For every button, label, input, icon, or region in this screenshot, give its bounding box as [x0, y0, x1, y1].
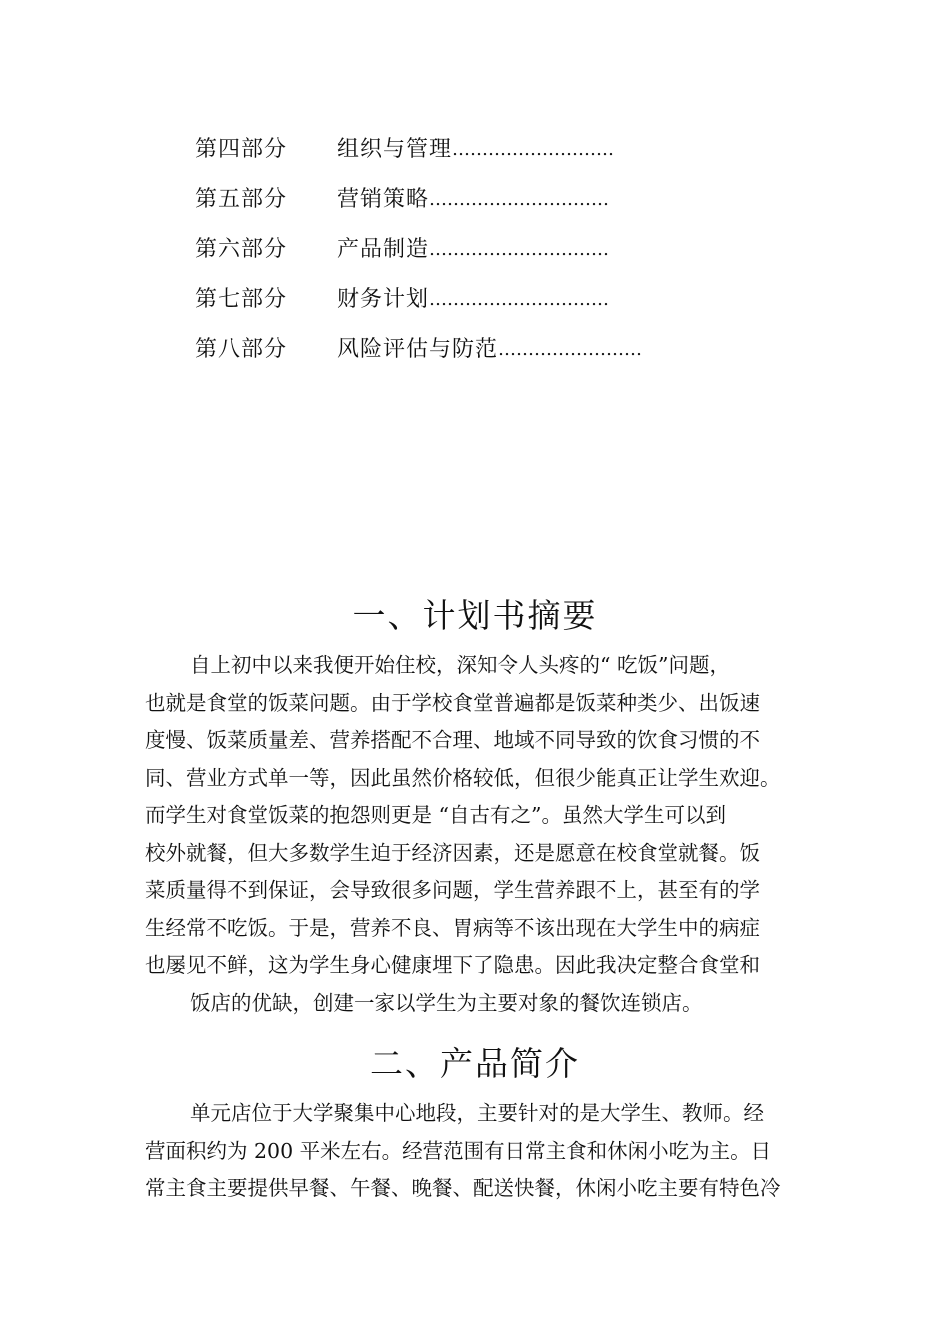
product-paragraph: [145, 1095, 810, 1208]
toc-title: 风险评估与防范: [337, 337, 499, 362]
toc-leader-dots: …………………………: [429, 239, 610, 260]
toc-part-label: 第七部分: [195, 287, 288, 312]
toc-entry: [195, 328, 655, 378]
section-heading-product: 二、产品简介: [370, 1044, 580, 1083]
toc-leader-dots: …………………………: [429, 289, 610, 310]
paragraph-line: 也屡见不鲜，这为学生身心健康埋下了隐患。因此我决定整合食堂和: [145, 953, 760, 977]
toc-title: 产品制造: [337, 237, 430, 262]
paragraph-line: 同、营业方式单一等，因此虽然价格较低，但很少能真正让学生欢迎。: [145, 765, 781, 790]
toc-part-label: 第五部分: [195, 187, 288, 212]
toc-leader-dots: ……………………: [498, 339, 643, 360]
paragraph-line: 校外就餐，但大多数学生迫于经济因素，还是愿意在校食堂就餐。饭: [145, 840, 760, 865]
paragraph-line: 度慢、饭菜质量差、营养搭配不合理、地域不同导致的饮食习惯的不: [145, 728, 760, 752]
paragraph-line: 生经常不吃饭。于是，营养不良、胃病等不该出现在大学生中的病症: [145, 915, 760, 940]
toc-entry: [195, 278, 655, 328]
paragraph-line: 饭店的优缺，创建一家以学生为主要对象的餐饮连锁店。: [190, 990, 703, 1015]
toc-title: 财务计划: [337, 287, 430, 312]
toc-title: 营销策略: [337, 187, 430, 212]
paragraph-line: 菜质量得不到保证，会导致很多问题，学生营养跟不上，甚至有的学: [145, 878, 760, 902]
paragraph-line: 单元店位于大学聚集中心地段，主要针对的是大学生、教师。经: [190, 1101, 764, 1125]
toc-leader-dots: ………………………: [452, 139, 615, 160]
paragraph-line: 营面积约为 200 平米左右。经营范围有日常主食和休闲小吃为主。日: [145, 1138, 772, 1163]
paragraph-line: 也就是食堂的饭菜问题。由于学校食堂普遍都是饭菜种类少、出饭速: [145, 690, 760, 715]
toc-part-label: 第四部分: [195, 137, 288, 162]
section-heading-summary: 一、计划书摘要: [352, 596, 598, 635]
toc-title: 组织与管理: [337, 137, 453, 162]
paragraph-line: 自上初中以来我便开始住校，深知令人头疼的“ 吃饭”问题，: [190, 653, 730, 677]
toc-entry: [195, 178, 655, 228]
paragraph-line: 常主食主要提供早餐、午餐、晚餐、配送快餐，休闲小吃主要有特色冷: [145, 1176, 781, 1200]
toc-part-label: 第六部分: [195, 237, 288, 262]
toc-entry: [195, 128, 655, 178]
summary-paragraph: [145, 647, 810, 1022]
toc-entry: [195, 228, 655, 278]
paragraph-line: 而学生对食堂饭菜的抱怨则更是 “自古有之”。虽然大学生可以到: [145, 803, 726, 827]
toc-leader-dots: …………………………: [429, 189, 610, 210]
toc-part-label: 第八部分: [195, 337, 288, 362]
table-of-contents: [195, 128, 655, 378]
